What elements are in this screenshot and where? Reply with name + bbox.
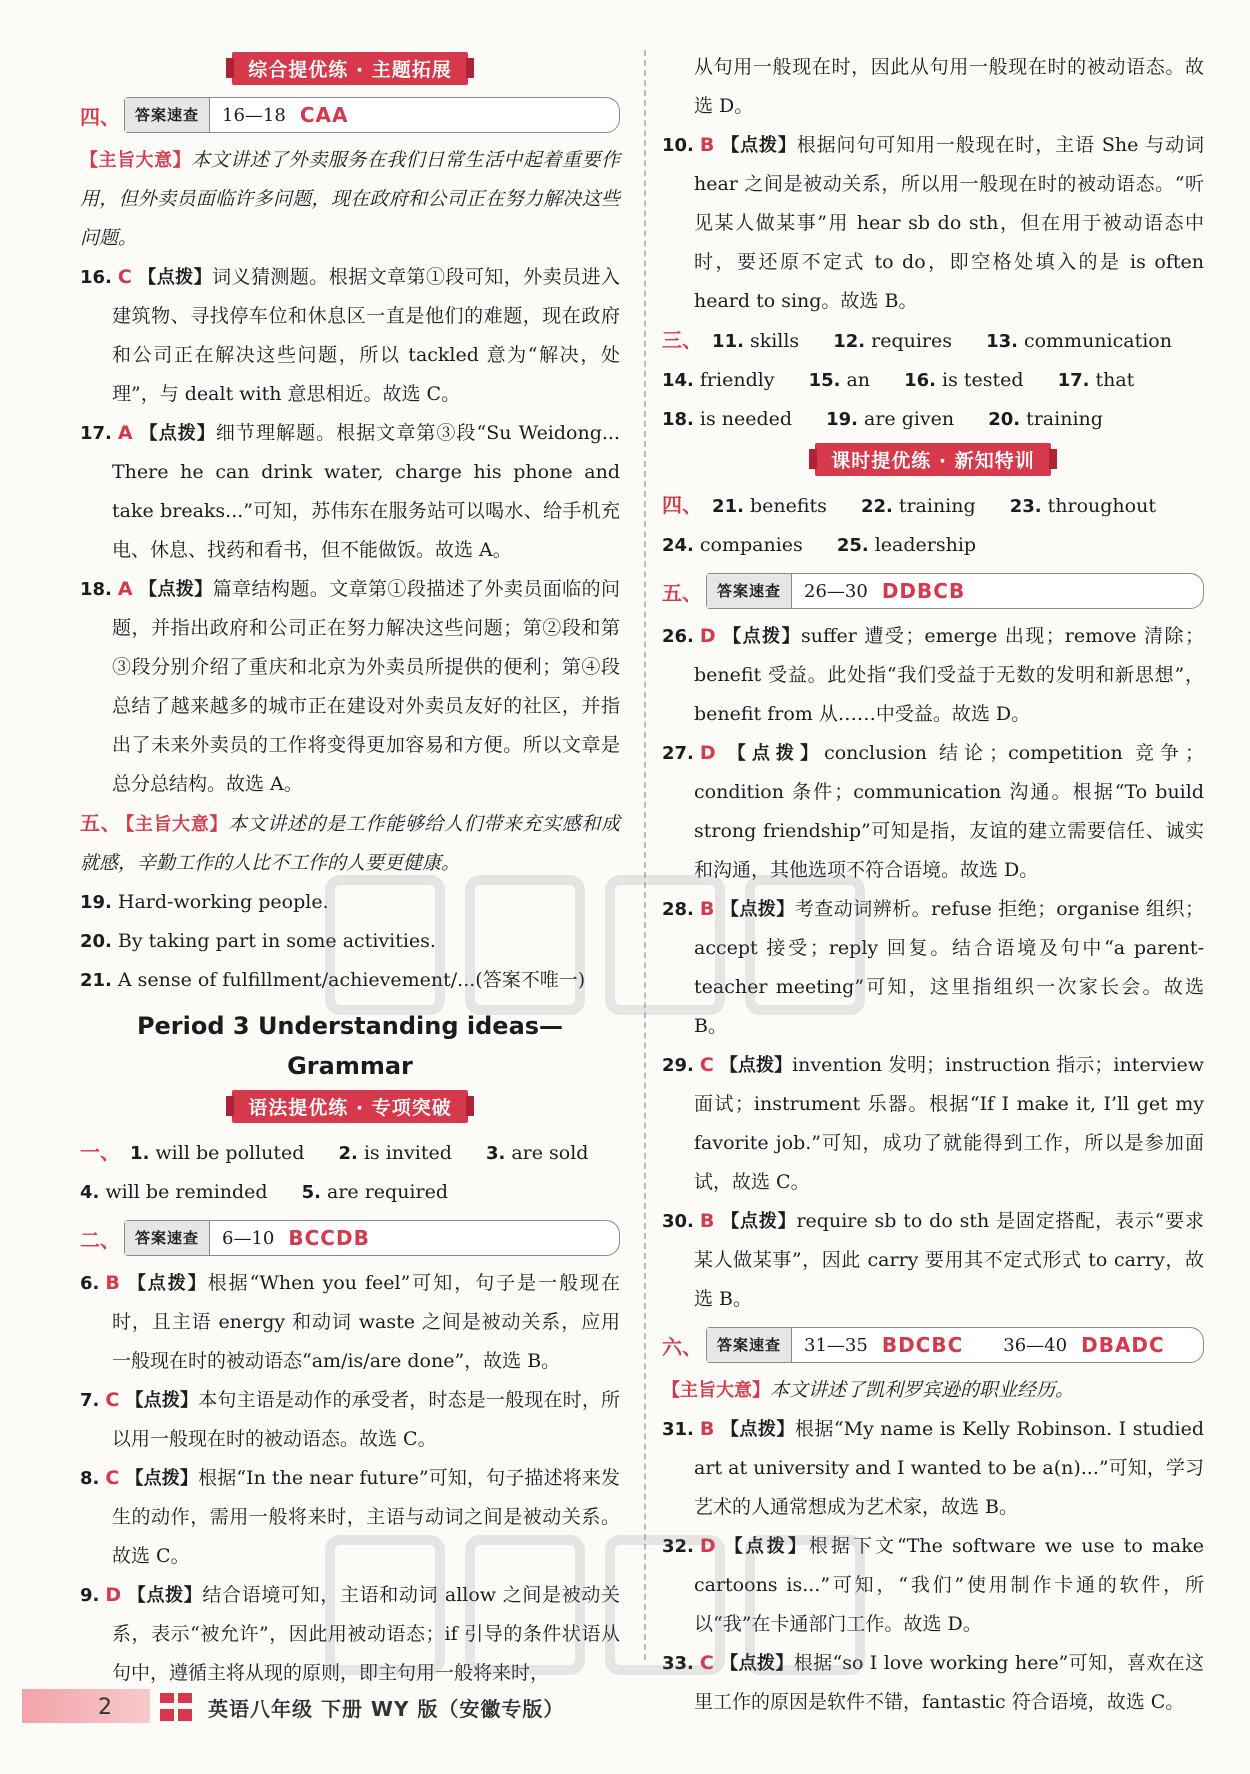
item-number: 13. xyxy=(986,331,1018,352)
question-9-continued: 从句用一般现在时，因此从句用一般现在时的被动语态。故选 D。 xyxy=(694,56,1204,117)
hint-tag: 【点拨】 xyxy=(719,1653,794,1674)
answer-letter: C xyxy=(117,266,132,288)
item-text: will be polluted xyxy=(155,1142,305,1164)
hint-tag: 【点拨】 xyxy=(720,135,797,156)
item-text: communication xyxy=(1023,330,1172,352)
main-idea-text: 本文讲述了外卖服务在我们日常生活中起着重要作用，但外卖员面临许多问题，现在政府和公司正在努力解决这些问题。 xyxy=(80,149,620,249)
answer-box xyxy=(124,97,620,133)
question-number: 16. xyxy=(80,267,112,288)
answer-letter: B xyxy=(699,1418,715,1440)
question-number: 26. xyxy=(662,626,694,647)
question-number: 18. xyxy=(80,579,112,600)
answer-key: DBADC xyxy=(1081,1333,1165,1357)
item-number: 3. xyxy=(485,1143,506,1164)
question-17 xyxy=(80,414,620,570)
explanation-text: 根据“My name is Kelly Robinson. I studied art at university and I wanted to be a(n)...”可知，学习艺术的人通常想成为艺术家，故选 B。 xyxy=(694,1418,1205,1518)
item-number: 23. xyxy=(1009,496,1042,517)
answer-key: DDBCB xyxy=(881,579,966,603)
item-number: 18. xyxy=(662,409,694,430)
hint-tag: 【点拨】 xyxy=(721,743,825,764)
item-text: throughout xyxy=(1047,495,1156,517)
hint-tag: 【点拨】 xyxy=(125,1273,208,1294)
section-number: 四、 xyxy=(80,104,120,129)
item-number: 19. xyxy=(826,409,858,430)
explanation-text: 根据问句可知用一般现在时，主语 She 与动词 hear 之间是被动关系，所以用一般现在时的被动语态。“听见某人做某事”用 hear sb do sth，但在用于被动语态中时，要还原不定式 to do，即空格处填入的是 is often heard to sing。故选 B。 xyxy=(694,134,1205,312)
period-title-line: Grammar xyxy=(287,1052,413,1080)
main-idea-tag: 【主旨大意】 xyxy=(662,1380,770,1401)
answer-letter: D xyxy=(699,1535,716,1557)
question-number: 27. xyxy=(662,743,694,764)
item-text: is invited xyxy=(363,1142,452,1164)
answer-text: Hard-working people. xyxy=(117,891,329,913)
answer-letter: B xyxy=(699,1210,715,1232)
item-number: 5. xyxy=(301,1182,322,1203)
item-text: are required xyxy=(327,1181,449,1203)
answer-letter: C xyxy=(699,1652,714,1674)
item-text: an xyxy=(846,369,871,391)
answer-letter: B xyxy=(699,898,715,920)
item-text: will be reminded xyxy=(105,1181,268,1203)
answer-box xyxy=(706,573,1204,609)
question-27 xyxy=(662,734,1204,890)
answer-letter: A xyxy=(117,422,133,444)
explanation-text: 细节理解题。根据文章第③段“Su Weidong... There he can drink water, charge his phone and take breaks...”可知，苏伟东在服务站可以喝水、给手机充电、休息、找药和看书，但不能做饭。故选 A。 xyxy=(112,422,621,561)
section-1-row xyxy=(80,1133,620,1173)
fill-answer xyxy=(1010,495,1156,517)
main-idea xyxy=(80,141,620,258)
hint-tag: 【点拨】 xyxy=(138,423,216,444)
hint-tag: 【点拨】 xyxy=(720,899,795,920)
question-number: 29. xyxy=(662,1055,694,1076)
main-idea-tag: 【主旨大意】 xyxy=(80,150,192,171)
item-text: skills xyxy=(749,330,800,352)
question-number: 30. xyxy=(662,1211,694,1232)
explanation-text: conclusion 结论；competition 竞争；condition 条件；communication 沟通。根据“To build strong friendship”可知是指，友谊的建立需要信任、诚实和沟通，其他选项不符合语境。故选 D。 xyxy=(694,742,1204,881)
question-26 xyxy=(662,617,1204,734)
main-idea xyxy=(662,1371,1204,1410)
question-number: 32. xyxy=(662,1536,694,1557)
item-text: is needed xyxy=(699,408,793,430)
question-number: 33. xyxy=(662,1653,694,1674)
left-column xyxy=(80,48,620,1693)
question-8 xyxy=(80,1459,620,1576)
section-3-row xyxy=(662,400,1204,439)
question-31 xyxy=(662,1410,1204,1527)
question-10 xyxy=(662,126,1204,321)
hint-tag: 【点拨】 xyxy=(720,1419,795,1440)
item-text: friendly xyxy=(699,369,775,391)
question-number: 20. xyxy=(80,931,112,952)
answer-key: CAA xyxy=(299,103,349,127)
item-number: 20. xyxy=(988,409,1021,430)
explanation-text: 根据“When you feel”可知，句子是一般现在时，且主语 energy 和动词 waste 之间是被动关系，应用一般现在时的被动语态“am/is/are done”，故选 B。 xyxy=(112,1272,621,1372)
answer-box xyxy=(706,1327,1204,1363)
item-text: are sold xyxy=(511,1142,589,1164)
hint-tag: 【点拨】 xyxy=(137,267,213,288)
item-number: 25. xyxy=(836,535,869,556)
explanation-text: 本句主语是动作的承受者，时态是一般现在时，所以用一般现在时的被动语态。故选 C。 xyxy=(112,1389,620,1450)
item-text: is tested xyxy=(942,369,1024,391)
answer-quick-check xyxy=(80,95,620,135)
question-9 xyxy=(80,1576,620,1693)
section-3-row xyxy=(662,361,1204,400)
item-text: requires xyxy=(871,330,953,352)
explanation-text: 考查动词辨析。refuse 拒绝；organise 组织；accept 接受；reply 回复。结合语境及句中“a parent-teacher meeting”可知，这里指组织一次家长会。故选 B。 xyxy=(694,898,1205,1037)
column-divider xyxy=(644,50,646,1660)
hint-tag: 【点拨】 xyxy=(721,626,802,647)
question-number: 6. xyxy=(80,1273,100,1294)
explanation-text: invention 发明；instruction 指示；interview 面试；instrument 乐器。根据“If I make it, I’ll get my favorite job.”可知，成功了就能得到工作，所以是参加面试，故选 C。 xyxy=(694,1054,1204,1193)
question-33 xyxy=(662,1644,1204,1722)
item-number: 24. xyxy=(662,535,694,556)
question-number: 31. xyxy=(662,1419,694,1440)
item-text: leadership xyxy=(874,534,977,556)
section-1-row xyxy=(80,1173,620,1212)
hint-tag: 【点拨】 xyxy=(719,1055,793,1076)
fill-answer xyxy=(861,495,976,517)
item-number: 4. xyxy=(80,1182,100,1203)
fill-answer xyxy=(1058,369,1135,391)
item-number: 21. xyxy=(712,496,744,517)
fill-answer xyxy=(662,408,792,430)
answer-letter: B xyxy=(105,1272,120,1294)
answer-letter: C xyxy=(105,1467,120,1489)
fill-answer xyxy=(338,1142,451,1164)
fill-answer xyxy=(988,408,1103,430)
item-text: that xyxy=(1095,369,1135,391)
item-number: 16. xyxy=(904,370,936,391)
fill-answer xyxy=(809,369,870,391)
answer-quick-check xyxy=(662,571,1204,611)
item-text: training xyxy=(898,495,976,517)
section-number: 一、 xyxy=(80,1140,120,1164)
question-32 xyxy=(662,1527,1204,1644)
book-title: 英语八年级 下册 WY 版（安徽专版） xyxy=(208,1696,565,1721)
hint-tag: 【点拨】 xyxy=(720,1211,797,1232)
section-number: 三、 xyxy=(662,328,702,352)
explanation-text: 结合语境可知，主语和动词 allow 之间是被动关系，表示“被允许”，因此用被动语态；if 引导的条件状语从句中，遵循主将从现的原则，即主句用一般将来时， xyxy=(112,1584,621,1684)
page-number: 2 xyxy=(98,1694,112,1720)
section-4-row xyxy=(662,486,1204,526)
answer-letter: C xyxy=(699,1054,714,1076)
section-number: 四、 xyxy=(662,493,702,517)
hint-tag: 【点拨】 xyxy=(125,1390,199,1411)
hint-tag: 【点拨】 xyxy=(127,1585,203,1606)
fill-answer xyxy=(904,369,1023,391)
question-number: 9. xyxy=(80,1585,100,1606)
main-idea-text: 本文讲述的是工作能够给人们带来充实感和成就感，辛勤工作的人比不工作的人要更健康。 xyxy=(80,813,621,874)
item-number: 2. xyxy=(338,1143,358,1164)
answer-quick-check xyxy=(80,1218,620,1258)
item-number: 15. xyxy=(808,370,841,391)
hint-tag: 【点拨】 xyxy=(125,1468,199,1489)
answer-key: BCCDB xyxy=(288,1226,370,1250)
question-20 xyxy=(80,922,620,961)
fill-answer xyxy=(986,330,1172,352)
answer-quick-check xyxy=(662,1325,1204,1365)
section-banner: 综合提优练 · 主题拓展 xyxy=(232,52,467,85)
explanation-text: require sb to do sth 是固定搭配，表示“要求某人做某事”，因此 carry 要用其不定式形式 to carry，故选 B。 xyxy=(694,1210,1204,1310)
question-number: 17. xyxy=(80,423,112,444)
question-30 xyxy=(662,1202,1204,1319)
fill-answer xyxy=(712,330,799,352)
explanation-text: 根据“so I love working here”可知，喜欢在这里工作的原因是软件不错，fantastic 符合语境，故选 C。 xyxy=(694,1652,1204,1713)
answer-letter: D xyxy=(699,742,716,764)
explanation-text: 篇章结构题。文章第①段描述了外卖员面临的问题，并指出政府和公司正在努力解决这些问题；第②段和第③段分别介绍了重庆和北京为外卖员所提供的便利；第④段总结了越来越多的城市正在建设对外卖员友好的社区，并指出了未来外卖员的工作将变得更加容易和方便。所以文章是总分总结构。故选 A。 xyxy=(112,578,620,795)
section-5-main-idea xyxy=(80,804,620,883)
explanation-text: suffer 遭受；emerge 出现；remove 清除；benefit 受益。此处指“我们受益于无数的发明和新思想”，benefit from 从……中受益。故选 D。 xyxy=(694,625,1205,725)
question-19 xyxy=(80,883,620,922)
question-28 xyxy=(662,890,1204,1046)
answer-box-label: 答案速查 xyxy=(707,574,792,608)
question-number: 19. xyxy=(80,892,112,913)
question-6 xyxy=(80,1264,620,1381)
section-4-row xyxy=(662,526,1204,565)
section-banner: 语法提优练 · 专项突破 xyxy=(232,1090,467,1123)
answer-text: By taking part in some activities. xyxy=(117,930,436,952)
fill-answer xyxy=(662,369,775,391)
answer-letter: D xyxy=(105,1584,122,1606)
question-number: 8. xyxy=(80,1468,100,1489)
item-number: 12. xyxy=(833,331,866,352)
question-7 xyxy=(80,1381,620,1459)
item-number: 17. xyxy=(1057,370,1090,391)
answer-range: 16—18 xyxy=(222,104,286,126)
hint-tag: 【点拨】 xyxy=(721,1536,809,1557)
fill-answer xyxy=(486,1142,589,1164)
question-number: 10. xyxy=(662,135,694,156)
question-21 xyxy=(80,961,620,1000)
answer-range: 31—35 xyxy=(804,1334,868,1356)
fill-answer xyxy=(130,1142,304,1164)
item-number: 1. xyxy=(130,1143,150,1164)
item-number: 22. xyxy=(860,496,893,517)
item-text: benefits xyxy=(749,495,827,517)
section-banner: 课时提优练 · 新知特训 xyxy=(815,443,1050,476)
main-idea-text: 本文讲述了凯利罗宾逊的职业经历。 xyxy=(770,1379,1075,1401)
answer-letter: D xyxy=(699,625,716,647)
question-18 xyxy=(80,570,620,804)
publisher-logo-icon xyxy=(156,1689,196,1725)
section-number: 二、 xyxy=(80,1227,120,1252)
fill-answer xyxy=(662,534,803,556)
explanation-text: 词义猜测题。根据文章第①段可知，外卖员进入建筑物、寻找停车位和休息区一直是他们的难题，现在政府和公司正在解决这些问题，所以 tackled 意为“解决，处理”，与 dealt with 意思相近。故选 C。 xyxy=(112,266,620,405)
answer-key: BDCBC xyxy=(881,1333,964,1357)
question-number: 7. xyxy=(80,1390,100,1411)
fill-answer xyxy=(712,495,827,517)
item-number: 11. xyxy=(712,331,744,352)
page-footer xyxy=(22,1685,642,1729)
answer-letter: A xyxy=(117,578,133,600)
answer-range: 36—40 xyxy=(1003,1334,1068,1356)
item-text: are given xyxy=(864,408,955,430)
explanation-text: 根据下文“The software we use to make cartoons is...”可知，“我们”使用制作卡通的软件，所以“我”在卡通部门工作。故选 D。 xyxy=(694,1535,1204,1635)
item-text: companies xyxy=(699,534,803,556)
fill-answer xyxy=(302,1181,448,1203)
answer-box-label: 答案速查 xyxy=(125,1221,210,1255)
question-16 xyxy=(80,258,620,414)
item-number: 14. xyxy=(662,370,694,391)
answer-box xyxy=(124,1220,620,1256)
hint-tag: 【点拨】 xyxy=(138,579,213,600)
section-number: 六、 xyxy=(662,1334,702,1359)
period-title xyxy=(80,1006,620,1086)
question-29 xyxy=(662,1046,1204,1202)
answer-letter: C xyxy=(105,1389,120,1411)
section-3-row xyxy=(662,321,1204,361)
answer-range: 26—30 xyxy=(804,580,868,602)
fill-answer xyxy=(80,1181,268,1203)
question-number: 28. xyxy=(662,899,694,920)
answer-range: 6—10 xyxy=(222,1227,275,1249)
fill-answer xyxy=(837,534,976,556)
section-number: 五、 xyxy=(662,580,702,605)
item-text: training xyxy=(1026,408,1103,430)
main-idea-tag: 【主旨大意】 xyxy=(125,814,229,835)
answer-box-label: 答案速查 xyxy=(125,98,210,132)
period-title-line: Period 3 Understanding ideas— xyxy=(136,1012,564,1040)
fill-answer xyxy=(833,330,952,352)
explanation-text: 根据“In the near future”可知，句子描述将来发生的动作，需用一般将来时，主语与动词之间是被动关系。故选 C。 xyxy=(112,1467,621,1567)
section-number: 五、 xyxy=(80,811,122,835)
fill-answer xyxy=(826,408,954,430)
right-column xyxy=(662,48,1204,1722)
answer-text: A sense of fulfillment/achievement/...(答案不唯一) xyxy=(117,969,586,991)
answer-box-label: 答案速查 xyxy=(707,1328,792,1362)
question-number: 21. xyxy=(80,970,112,991)
answer-letter: B xyxy=(699,134,715,156)
